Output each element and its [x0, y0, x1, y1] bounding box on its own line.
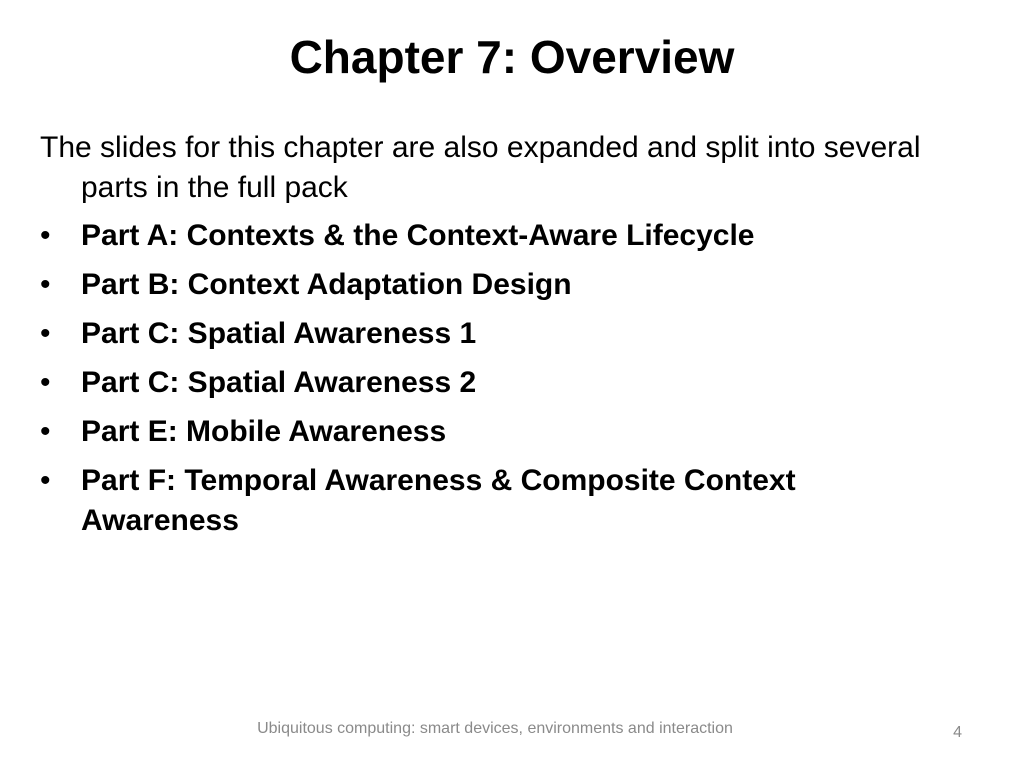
- bullet-icon: •: [40, 366, 51, 399]
- bullet-text: Part C: Spatial Awareness 1: [81, 317, 477, 350]
- bullet-item-part-f: [40, 461, 960, 541]
- bullet-icon: •: [40, 268, 51, 301]
- bullet-item-part-b: [40, 265, 960, 305]
- slide-content: [40, 128, 960, 550]
- page-number: 4: [953, 724, 962, 741]
- bullet-icon: •: [40, 415, 51, 448]
- bullet-item-part-c-2: [40, 363, 960, 403]
- bullet-item-part-e: [40, 412, 960, 452]
- bullet-list: [40, 216, 960, 541]
- slide-title: Chapter 7: Overview: [289, 31, 735, 83]
- bullet-icon: •: [40, 219, 51, 252]
- bullet-item-part-c-1: [40, 314, 960, 354]
- footer-text: Ubiquitous computing: smart devices, environments and interaction: [257, 720, 733, 737]
- intro-text: The slides for this chapter are also expanded and split into several parts in the full pack: [40, 131, 921, 204]
- bullet-text: Part C: Spatial Awareness 2: [81, 366, 477, 399]
- bullet-text: Part F: Temporal Awareness & Composite Context Awareness: [81, 464, 796, 537]
- bullet-text: Part A: Contexts & the Context-Aware Lifecycle: [81, 219, 755, 252]
- bullet-text: Part B: Context Adaptation Design: [81, 268, 572, 301]
- bullet-icon: •: [40, 317, 51, 350]
- bullet-item-part-a: [40, 216, 960, 256]
- bullet-text: Part E: Mobile Awareness: [81, 415, 447, 448]
- bullet-icon: •: [40, 464, 51, 497]
